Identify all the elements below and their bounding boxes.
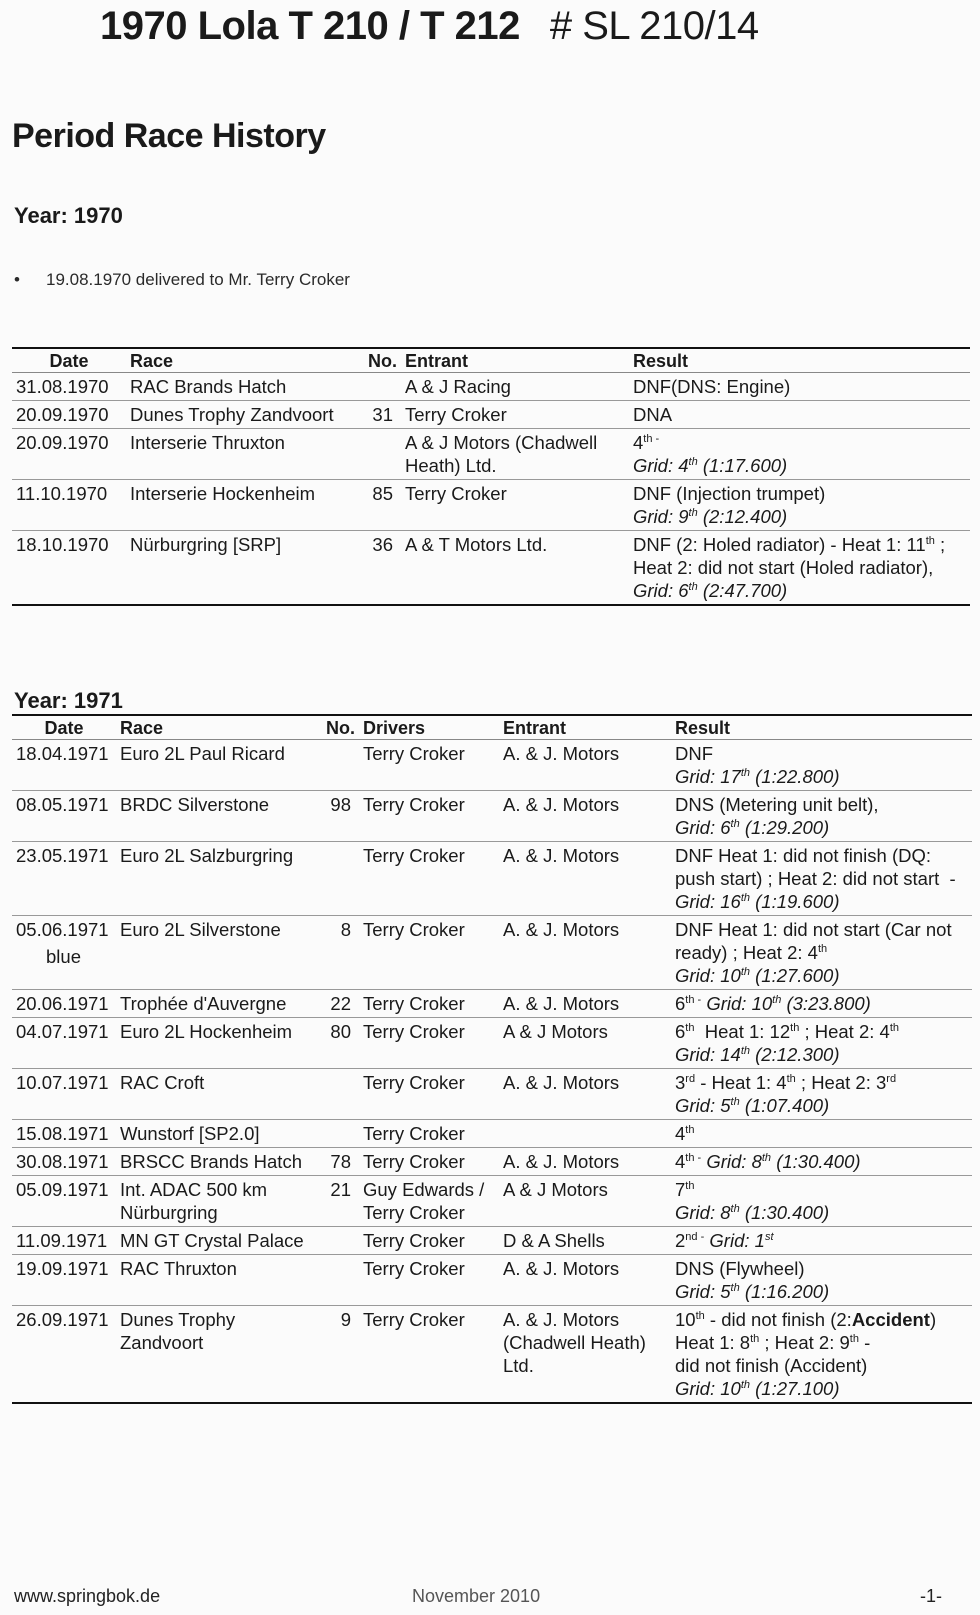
date-cell [12,1255,116,1306]
col-drivers: Drivers [359,715,499,740]
result-cell: 6th Heat 1: 12th ; Heat 2: 4th Grid: 14th (2:12.300) [671,1018,972,1069]
col-result: Result [629,348,970,373]
race-table-1970 [12,347,970,606]
entrant-cell: A. & J. Motors [499,791,671,842]
table-row [12,990,972,1018]
result-cell: DNF Grid: 17th (1:22.800) [671,740,972,791]
document-title [100,4,900,49]
number-cell [322,1255,359,1306]
table-row [12,1120,972,1148]
date-text: 19.09.1971 [16,1258,109,1279]
table-row [12,401,970,429]
number-cell: 21 [322,1176,359,1227]
col-date: Date [12,348,126,373]
section-title: Period Race History [12,117,326,155]
table-row [12,429,970,480]
entrant-cell [499,1120,671,1148]
entrant-cell: A & J Motors (Chadwell Heath) Ltd. [401,429,629,480]
result-cell: $4^{th -}$ Grid: 8th (1:30.400) [671,1148,972,1176]
race-cell: RAC Brands Hatch [126,373,364,401]
result-cell: 4th [671,1120,972,1148]
table-row [12,916,972,990]
number-cell: 8 [322,916,359,990]
entrant-cell: Terry Croker [401,480,629,531]
number-cell: 98 [322,791,359,842]
col-entrant: Entrant [401,348,629,373]
table-row [12,1069,972,1120]
race-cell: RAC Thruxton [116,1255,322,1306]
date-cell [12,842,116,916]
result-cell: DNF (2: Holed radiator) - Heat 1: 11th ; Heat 2: did not start (Holed radiator), Grid: 6th (2:47.700) [633,534,946,601]
date-text: 08.05.1971 [16,794,109,815]
table-row [12,842,972,916]
drivers-cell: Terry Croker [359,1069,499,1120]
result-cell: $2^{nd -}$ Grid: 1st [671,1227,972,1255]
drivers-cell: Terry Croker [359,791,499,842]
drivers-cell: Terry Croker [359,842,499,916]
drivers-cell: Terry Croker [359,1227,499,1255]
table-row [12,1306,972,1404]
date-cell [12,990,116,1018]
drivers-cell: Terry Croker [359,916,499,990]
entrant-cell: A. & J. Motors [499,1069,671,1120]
result-cell: DNS (Metering unit belt), Grid: 6th (1:29.200) [671,791,972,842]
title-text: 1970 Lola T 210 / T 212 [100,4,520,48]
result-cell: DNF Heat 1: did not start (Car not ready) ; Heat 2: 4th Grid: 10th (1:27.600) [671,916,972,990]
table-row [12,740,972,791]
table-row [12,531,970,606]
date-cell [12,791,116,842]
date-text: 10.07.1971 [16,1072,109,1093]
drivers-cell: Guy Edwards / Terry Croker [359,1176,499,1227]
result-cell: 7th Grid: 8th (1:30.400) [671,1176,972,1227]
race-cell: RAC Croft [116,1069,322,1120]
drivers-cell: Terry Croker [359,1018,499,1069]
table-row [12,1255,972,1306]
result-cell: DNF(DNS: Engine) [629,373,970,401]
result-cell: $4^{th -}$ Grid: 4th (1:17.600) [629,429,970,480]
date-cell [12,1018,116,1069]
race-cell: MN GT Crystal Palace [116,1227,322,1255]
number-cell: 22 [322,990,359,1018]
number-cell [322,740,359,791]
entrant-cell: A. & J. Motors [499,1255,671,1306]
race-cell: Int. ADAC 500 km Nürburgring [116,1176,322,1227]
date-text: 20.06.1971 [16,993,109,1014]
race-cell: Euro 2L Hockenheim [116,1018,322,1069]
date-text: 23.05.1971 [16,845,109,866]
race-cell: Dunes Trophy Zandvoort [126,401,364,429]
date-cell [12,916,116,990]
race-cell: Euro 2L Silverstone [116,916,322,990]
race-cell: Wunstorf [SP2.0] [116,1120,322,1148]
result-cell: DNS (Flywheel) Grid: 5th (1:16.200) [671,1255,972,1306]
number-cell [364,429,401,480]
number-cell: 36 [372,534,393,555]
entrant-cell: D & A Shells [499,1227,671,1255]
drivers-cell: Terry Croker [359,740,499,791]
result-cell: DNF (Injection trumpet) Grid: 9th (2:12.400) [629,480,970,531]
col-date: Date [12,715,116,740]
result-cell: 3rd - Heat 1: 4th ; Heat 2: 3rd Grid: 5th (1:07.400) [671,1069,972,1120]
date-text: 11.09.1971 [16,1230,108,1251]
date-text: 04.07.1971 [16,1021,109,1042]
col-race: Race [116,715,322,740]
date-cell [12,1176,116,1227]
number-cell: 9 [340,1309,351,1330]
date-cell: 31.08.1970 [12,373,126,401]
year-1970-heading: Year: 1970 [14,203,123,228]
table-row [12,480,970,531]
date-cell [12,740,116,791]
entrant-cell: A. & J. Motors [499,916,671,990]
number-cell [364,373,401,401]
entrant-cell: A. & J. Motors (Chadwell Heath) Ltd. [503,1309,646,1376]
entrant-cell: A. & J. Motors [499,842,671,916]
delivery-note [14,270,350,290]
number-cell [322,1120,359,1148]
result-cell: $6^{th -}$ Grid: 10th (3:23.800) [671,990,972,1018]
number-cell: 31 [364,401,401,429]
table-row [12,1176,972,1227]
drivers-cell: Terry Croker [359,1148,499,1176]
drivers-cell: Terry Croker [359,1255,499,1306]
race-cell: Euro 2L Salzburgring [116,842,322,916]
race-cell: BRSCC Brands Hatch [116,1148,322,1176]
col-result: Result [671,715,972,740]
number-cell: 80 [322,1018,359,1069]
col-no: No. [322,715,359,740]
date-text: 05.09.1971 [16,1179,109,1200]
date-cell [12,1306,116,1404]
result-cell: DNF Heat 1: did not finish (DQ: push start) ; Heat 2: did not start - Grid: 16th (1:19.600) [671,842,972,916]
date-text: 05.06.1971 [16,919,109,940]
entrant-cell: A & J Motors [499,1018,671,1069]
number-cell [322,1227,359,1255]
entrant-cell: A & T Motors Ltd. [405,534,548,555]
year-1971-heading: Year: 1971 [14,688,123,713]
footer-website: www.springbok.de [14,1586,161,1606]
race-cell: Trophée d'Auvergne [116,990,322,1018]
footer-date: November 2010 [412,1586,541,1606]
result-cell: DNA [629,401,970,429]
date-cell [12,1069,116,1120]
date-text: 30.08.1971 [16,1151,109,1172]
drivers-cell: Terry Croker [359,1120,499,1148]
entrant-cell: A & J Racing [401,373,629,401]
race-cell: Dunes Trophy Zandvoort [120,1309,236,1353]
entrant-cell: A & J Motors [499,1176,671,1227]
date-cell [12,1148,116,1176]
table-row [12,373,970,401]
race-cell: Nürburgring [SRP] [130,534,282,555]
entrant-cell: A. & J. Motors [499,1148,671,1176]
entrant-cell: A. & J. Motors [499,990,671,1018]
number-cell: 78 [322,1148,359,1176]
race-cell: Interserie Thruxton [126,429,364,480]
entrant-cell: A. & J. Motors [499,740,671,791]
date-cell: 20.09.1970 [12,429,126,480]
table-row [12,1148,972,1176]
race-cell: Interserie Hockenheim [126,480,364,531]
number-cell [322,842,359,916]
row-note: blue [46,946,81,967]
result-cell: 10th - did not finish (2:Accident) Heat 1: 8th ; Heat 2: 9th - did not finish (Accident) Grid: 10th (1:27.100) [675,1309,937,1399]
date-cell: 20.09.1970 [12,401,126,429]
race-table-1971 [12,714,972,1404]
col-race: Race [126,348,364,373]
date-cell: 18.10.1970 [16,534,109,555]
table-row [12,1018,972,1069]
entrant-cell: Terry Croker [401,401,629,429]
date-cell [12,1227,116,1255]
table-row [12,791,972,842]
date-cell [12,1120,116,1148]
table-header [12,348,970,373]
chassis-number: # SL 210/14 [549,4,759,48]
bullet-icon: • [14,270,20,289]
race-cell: Euro 2L Paul Ricard [116,740,322,791]
delivery-text: 19.08.1970 delivered to Mr. Terry Croker [46,270,350,289]
col-entrant: Entrant [499,715,671,740]
table-header [12,715,972,740]
race-cell: BRDC Silverstone [116,791,322,842]
footer-page-number: -1- [920,1586,942,1606]
date-text: 26.09.1971 [16,1309,109,1330]
col-no: No. [364,348,401,373]
number-cell [322,1069,359,1120]
date-cell: 11.10.1970 [12,480,126,531]
date-text: 18.04.1971 [16,743,109,764]
date-text: 15.08.1971 [16,1123,109,1144]
number-cell: 85 [364,480,401,531]
drivers-cell: Terry Croker [359,990,499,1018]
drivers-cell: Terry Croker [363,1309,465,1330]
table-row [12,1227,972,1255]
